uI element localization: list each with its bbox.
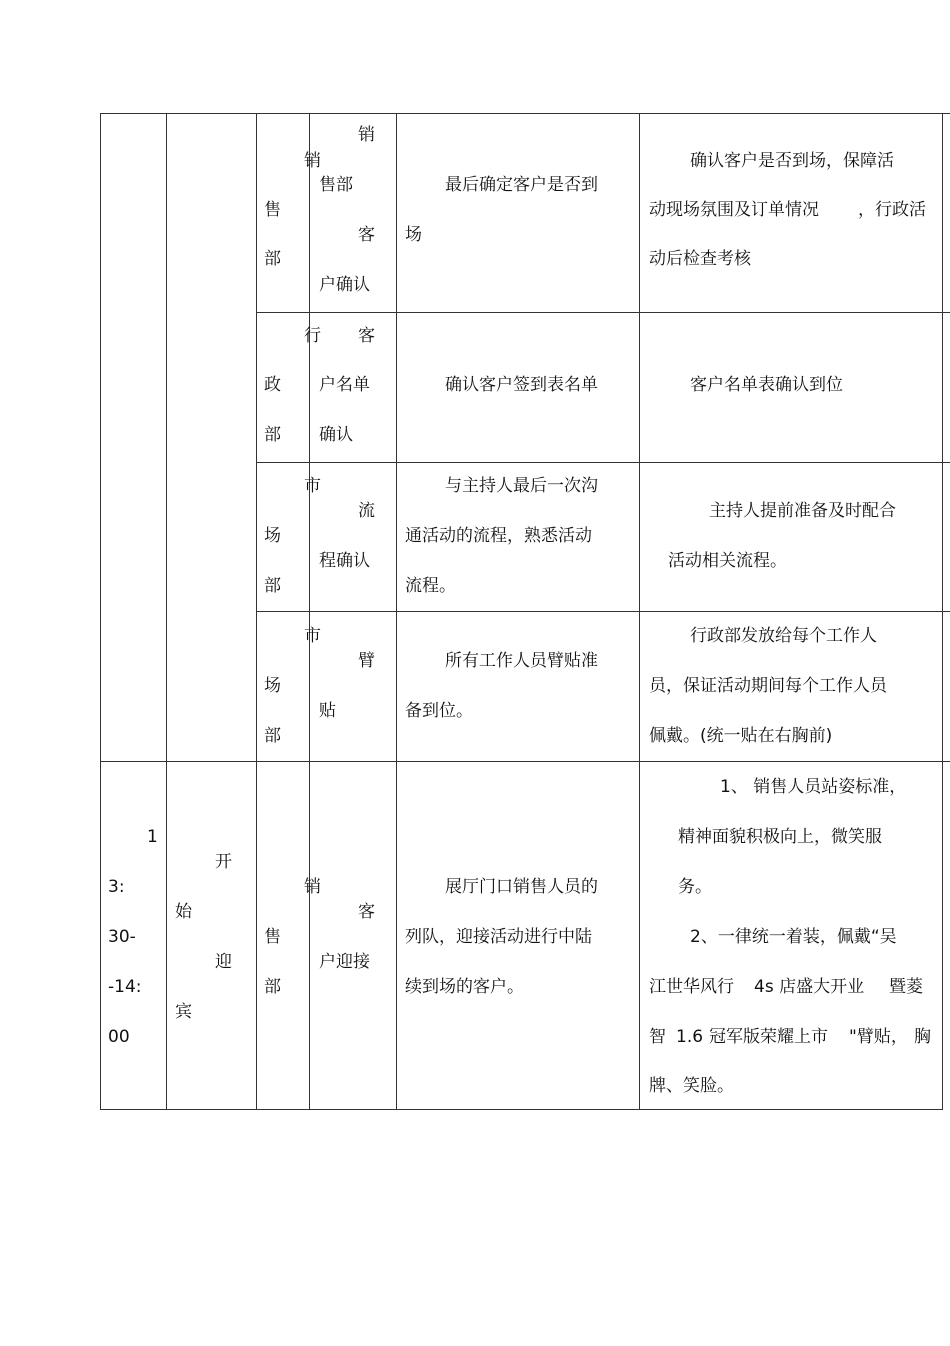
requirement-cell-text: 江世华风行 [649, 977, 734, 997]
requirement-cell-text: 行政部发放给每个工作人 [690, 626, 877, 646]
requirement-cell-text: 佩戴。(统一贴在右胸前) [649, 726, 833, 746]
action-cell-text: 续到场的客户。 [405, 977, 524, 997]
item-cell-text: 臂 [358, 651, 375, 671]
stage-cell-text: 始 [175, 902, 192, 922]
item-cell-text: 客 [358, 326, 375, 346]
requirement-cell-text: 主持人提前准备及时配合 [709, 501, 896, 521]
action-cell-text: 展厅门口销售人员的 [445, 877, 598, 897]
item-cell-text: 户确认 [319, 275, 370, 295]
item-cell-text: 程确认 [319, 551, 370, 571]
item-cell-text: 客 [358, 902, 375, 922]
requirement-cell-text: 动现场氛围及订单情况 [649, 200, 819, 220]
stage-cell-text: 迎 [215, 952, 232, 972]
table-border-left [100, 113, 101, 1110]
column-divider [639, 113, 640, 1110]
requirement-cell-text: 客户名单表确认到位 [690, 375, 843, 395]
column-divider [309, 113, 310, 1110]
row-divider [256, 312, 950, 313]
item-cell-text: 贴 [319, 701, 336, 721]
requirement-cell-text: 牌、笑脸。 [649, 1076, 734, 1096]
action-cell-text: 与主持人最后一次沟 [445, 476, 598, 496]
dept-cell-text: 部 [264, 425, 281, 445]
row-divider [256, 462, 950, 463]
item-cell-text: 户迎接 [319, 952, 370, 972]
requirement-cell-text: 暨菱 [889, 977, 923, 997]
table-border-bottom [100, 1109, 943, 1110]
requirement-cell-text: 员，保证活动期间每个工作人员 [649, 676, 887, 696]
requirement-cell-text: 动后检查考核 [649, 249, 751, 269]
dept-cell-text: 市 [304, 476, 321, 496]
requirement-cell-text: 活动相关流程。 [668, 551, 787, 571]
dept-cell-text: 销 [304, 151, 321, 171]
requirement-cell-text: 精神面貌积极向上，微笑服 [678, 827, 882, 847]
action-cell-text: 通活动的流程，熟悉活动 [405, 526, 592, 546]
item-cell-text: 客 [358, 225, 375, 245]
item-cell-text: 确认 [319, 425, 353, 445]
requirement-cell-text: ，行政活 [858, 200, 926, 220]
dept-cell-text: 行 [304, 326, 321, 346]
row-divider [100, 761, 950, 762]
table-border-top [100, 113, 950, 114]
item-cell-text: 销 [358, 125, 375, 145]
dept-cell-text: 市 [304, 626, 321, 646]
dept-cell-text: 售 [264, 200, 281, 220]
action-cell-text: 场 [405, 225, 422, 245]
action-cell-text: 确认客户签到表名单 [445, 375, 598, 395]
time-cell-text: 00 [108, 1027, 130, 1047]
dept-cell-text: 部 [264, 576, 281, 596]
action-cell-text: 列队，迎接活动进行中陆 [405, 927, 592, 947]
dept-cell-text: 销 [304, 877, 321, 897]
time-cell-text: -14: [108, 977, 142, 997]
time-cell-text: 3: [108, 877, 125, 897]
stage-cell-text: 宾 [175, 1002, 192, 1022]
dept-cell-text: 政 [264, 375, 281, 395]
requirement-cell-text: 智 [649, 1027, 666, 1047]
dept-cell-text: 部 [264, 249, 281, 269]
requirement-cell-text: 4s 店盛大开业 [754, 977, 865, 997]
action-cell-text: 备到位。 [405, 701, 473, 721]
time-cell-text: 30- [108, 927, 136, 947]
dept-cell-text: 场 [264, 676, 281, 696]
row-divider [256, 611, 950, 612]
action-cell-text: 流程。 [405, 576, 456, 596]
requirement-cell-text: 确认客户是否到场，保障活 [690, 151, 894, 171]
requirement-cell-text: 1、 销售人员站姿标准， [720, 777, 907, 797]
item-cell-text: 流 [358, 501, 375, 521]
requirement-cell-text: 冠军版荣耀上市 [709, 1027, 828, 1047]
item-cell-text: 售部 [319, 175, 353, 195]
column-divider [396, 113, 397, 1110]
requirement-cell-text: 1.6 [676, 1027, 704, 1047]
requirement-cell-text: 胸 [914, 1027, 931, 1047]
action-cell-text: 最后确定客户是否到 [445, 175, 598, 195]
table-border-right [942, 113, 943, 1110]
dept-cell-text: 部 [264, 726, 281, 746]
column-divider [256, 113, 257, 1110]
dept-cell-text: 场 [264, 526, 281, 546]
action-cell-text: 所有工作人员臂贴准 [445, 651, 598, 671]
dept-cell-text: 售 [264, 927, 281, 947]
requirement-cell-text: 务。 [678, 877, 712, 897]
column-divider [166, 113, 167, 1110]
time-cell-text: 1 [147, 827, 158, 847]
dept-cell-text: 部 [264, 977, 281, 997]
item-cell-text: 户名单 [319, 375, 370, 395]
requirement-cell-text: "臂贴， [849, 1027, 908, 1047]
requirement-cell-text: 2、一律统一着装，佩戴“吴 [690, 927, 897, 947]
stage-cell-text: 开 [215, 852, 232, 872]
